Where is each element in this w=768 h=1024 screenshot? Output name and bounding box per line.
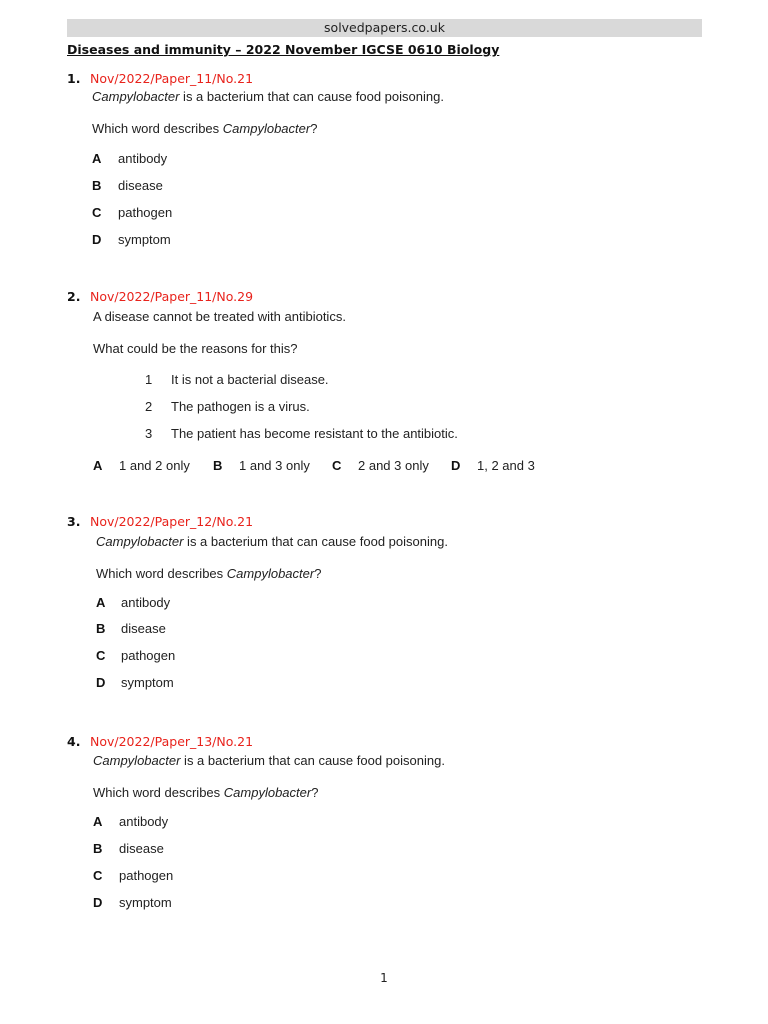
option-text-d: 1, 2 and 3 xyxy=(477,458,535,473)
option-letter-a: A xyxy=(93,458,103,473)
question-reference: Nov/2022/Paper_11/No.21 xyxy=(90,71,254,86)
option-text-b: 1 and 3 only xyxy=(239,458,310,473)
statement-text: It is not a bacterial disease. xyxy=(171,372,329,387)
question-stem: Campylobacter is a bacterium that can cause food poisoning. xyxy=(92,89,444,104)
option-letter-a: A xyxy=(96,595,106,610)
page-number: 1 xyxy=(380,971,388,985)
question-stem: A disease cannot be treated with antibiotics. xyxy=(93,309,346,324)
header-bar xyxy=(67,19,702,37)
option-letter-b: B xyxy=(93,841,103,856)
option-text-c: pathogen xyxy=(121,648,176,663)
document-title: Diseases and immunity – 2022 November IGCSE 0610 Biology xyxy=(67,42,500,57)
question-prompt: Which word describes Campylobacter? xyxy=(96,566,322,581)
option-letter-d: D xyxy=(96,675,106,690)
option-text-c: pathogen xyxy=(118,205,173,220)
option-letter-c: C xyxy=(96,648,106,663)
question-prompt: Which word describes Campylobacter? xyxy=(93,785,319,800)
option-text-a: antibody xyxy=(119,814,169,829)
option-text-c: pathogen xyxy=(119,868,174,883)
option-letter-b: B xyxy=(92,178,102,193)
option-letter-b: B xyxy=(213,458,223,473)
question-number: 2. xyxy=(67,289,81,304)
question-reference: Nov/2022/Paper_11/No.29 xyxy=(90,289,254,304)
statement-number: 1 xyxy=(145,372,153,387)
statement-number: 2 xyxy=(145,399,153,414)
question-number: 1. xyxy=(67,71,81,86)
option-text-a: antibody xyxy=(121,595,171,610)
question-reference: Nov/2022/Paper_12/No.21 xyxy=(90,514,254,529)
question-number: 3. xyxy=(67,514,81,529)
option-letter-d: D xyxy=(92,232,102,247)
option-letter-c: C xyxy=(92,205,102,220)
question-prompt: What could be the reasons for this? xyxy=(93,341,298,356)
statement-text: The pathogen is a virus. xyxy=(171,399,310,414)
option-letter-c: C xyxy=(93,868,103,883)
question-stem: Campylobacter is a bacterium that can cause food poisoning. xyxy=(96,534,448,549)
option-text-a: antibody xyxy=(118,151,168,166)
option-text-b: disease xyxy=(118,178,163,193)
option-text-d: symptom xyxy=(119,895,172,910)
question-stem: Campylobacter is a bacterium that can cause food poisoning. xyxy=(93,753,445,768)
option-text-c: 2 and 3 only xyxy=(358,458,429,473)
statement-number: 3 xyxy=(145,426,153,441)
option-letter-d: D xyxy=(93,895,103,910)
option-letter-a: A xyxy=(92,151,102,166)
statement-text: The patient has become resistant to the antibiotic. xyxy=(171,426,458,441)
site-name: solvedpapers.co.uk xyxy=(324,20,445,35)
option-letter-c: C xyxy=(332,458,342,473)
option-text-b: disease xyxy=(121,621,166,636)
option-letter-a: A xyxy=(93,814,103,829)
option-text-b: disease xyxy=(119,841,164,856)
question-reference: Nov/2022/Paper_13/No.21 xyxy=(90,734,254,749)
option-letter-b: B xyxy=(96,621,106,636)
option-text-d: symptom xyxy=(121,675,174,690)
question-number: 4. xyxy=(67,734,81,749)
option-text-a: 1 and 2 only xyxy=(119,458,190,473)
option-letter-d: D xyxy=(451,458,461,473)
question-prompt: Which word describes Campylobacter? xyxy=(92,121,318,136)
option-text-d: symptom xyxy=(118,232,171,247)
